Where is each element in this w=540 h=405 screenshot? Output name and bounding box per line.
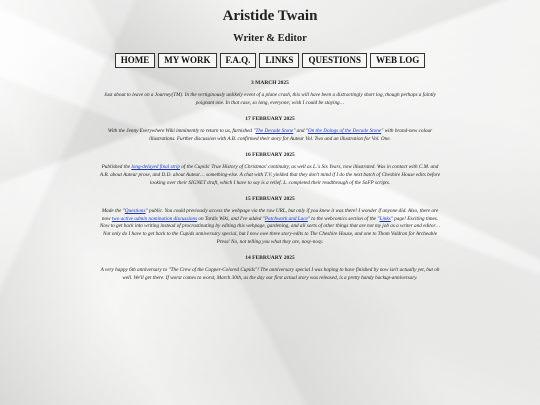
- entry-text-part: on Tardis Wiki, and I've added ": [197, 215, 265, 222]
- log-entry: [98, 255, 442, 282]
- log-entry: [98, 152, 442, 187]
- nav-home[interactable]: HOME: [115, 53, 156, 68]
- link-links-page[interactable]: Links: [379, 215, 391, 222]
- link-doings-decade-stone[interactable]: On the Doings of the Decade Stone: [307, 128, 382, 135]
- entry-text-part: " with brand-new colour illustrations. Further discussion with A.B. confirmed their story for Auteur Vol. Two and an illustration for Vol. One.: [149, 128, 433, 142]
- entry-date: 15 FEBRUARY 2025: [245, 196, 295, 203]
- entry-text-part: " to the webcomics section of the ": [307, 215, 380, 222]
- nav-web-log[interactable]: WEB LOG: [370, 53, 425, 68]
- site-subtitle: Writer & Editor: [233, 33, 307, 44]
- log-entry: [98, 116, 442, 143]
- link-admin-nominations[interactable]: two active admin nomination discussions: [111, 215, 198, 222]
- nav-faq[interactable]: F.A.Q.: [220, 53, 257, 68]
- weblog-entries: [98, 80, 442, 291]
- entry-date: 16 FEBRUARY 2025: [245, 152, 295, 159]
- entry-text-part: Made the ": [101, 208, 125, 215]
- nav-questions[interactable]: QUESTIONS: [302, 53, 367, 68]
- log-entry: [98, 80, 442, 107]
- entry-text-part: " and ": [293, 128, 308, 135]
- entry-text-part: With the Jenny Everywhere Wiki imminently to return to us, furnished ": [107, 128, 256, 135]
- entry-date: 3 MARCH 2025: [251, 80, 289, 86]
- entry-text: Just about to leave on a Journey(TM). In the vertiginously unlikely event of a plane crash, this will have been a distractingly short log, though perhaps a faintly poignant one. In that case, so long, everyone; wish I could be staying…: [104, 92, 436, 106]
- link-questions[interactable]: Questions: [124, 208, 146, 215]
- entry-date: 17 FEBRUARY 2025: [245, 116, 295, 123]
- nav-links[interactable]: LINKS: [259, 53, 299, 68]
- entry-text: [98, 128, 442, 143]
- entry-date: 14 FEBRUARY 2025: [245, 255, 295, 262]
- entry-text-part: " page! Exciting times. Now to get back into writing instead of procrastinating by editing this webpage, gardening, and all sorts of other things that are not my job as a writer and editor… Not only do I have to get back to the Cupids anniversary special, but I now owe three story-edits to The Cheshire House, and one to Thom Valdran for Archeable Press! No, not telling you what they are, nosy-nosy.: [99, 215, 441, 245]
- log-entry: [98, 196, 442, 246]
- entry-text-part: of the Cupids' True History of Christmas' continuity, as well as L.'s Six Years, now illustrated. Was in contact with C.M. and A.B. about Auteur prose, and D.D. about Auteur… something-else. A chat with T.V. yielded that they don't mind if I do the next batch of Cheshire House edits before looking over their SIGNET draft, which I have to say is a relief. L. completed their readthrough of the SoFP scripts.: [99, 164, 441, 186]
- entry-text-part: Published the: [101, 164, 132, 171]
- entry-text-part: " public. You could previously access the webpage via the raw URL, but only if you knew it was there! I wonder if anyone did. Also, there are now: [101, 208, 439, 222]
- entry-text: A very happy 6th anniversary to "The Crew of the Copper-Colored Cupids"! The anniversary special I was hoping to have finished by now isn't actually yet, but oh well. We'll get there. If worst comes to worst, March 30th, as the day our first actual story was released, is a pretty handy backup-anniversary.: [100, 267, 440, 281]
- main-nav: [0, 53, 540, 68]
- site-title: Aristide Twain: [222, 8, 318, 24]
- link-patchwork-and-lace[interactable]: Patchwork and Lace: [264, 215, 308, 222]
- entry-text: [98, 164, 442, 187]
- link-final-strip[interactable]: long-delayed final strip: [131, 164, 181, 171]
- link-decade-stone[interactable]: The Decade Stone: [255, 128, 294, 135]
- nav-my-work[interactable]: MY WORK: [158, 53, 216, 68]
- entry-text: [98, 208, 442, 246]
